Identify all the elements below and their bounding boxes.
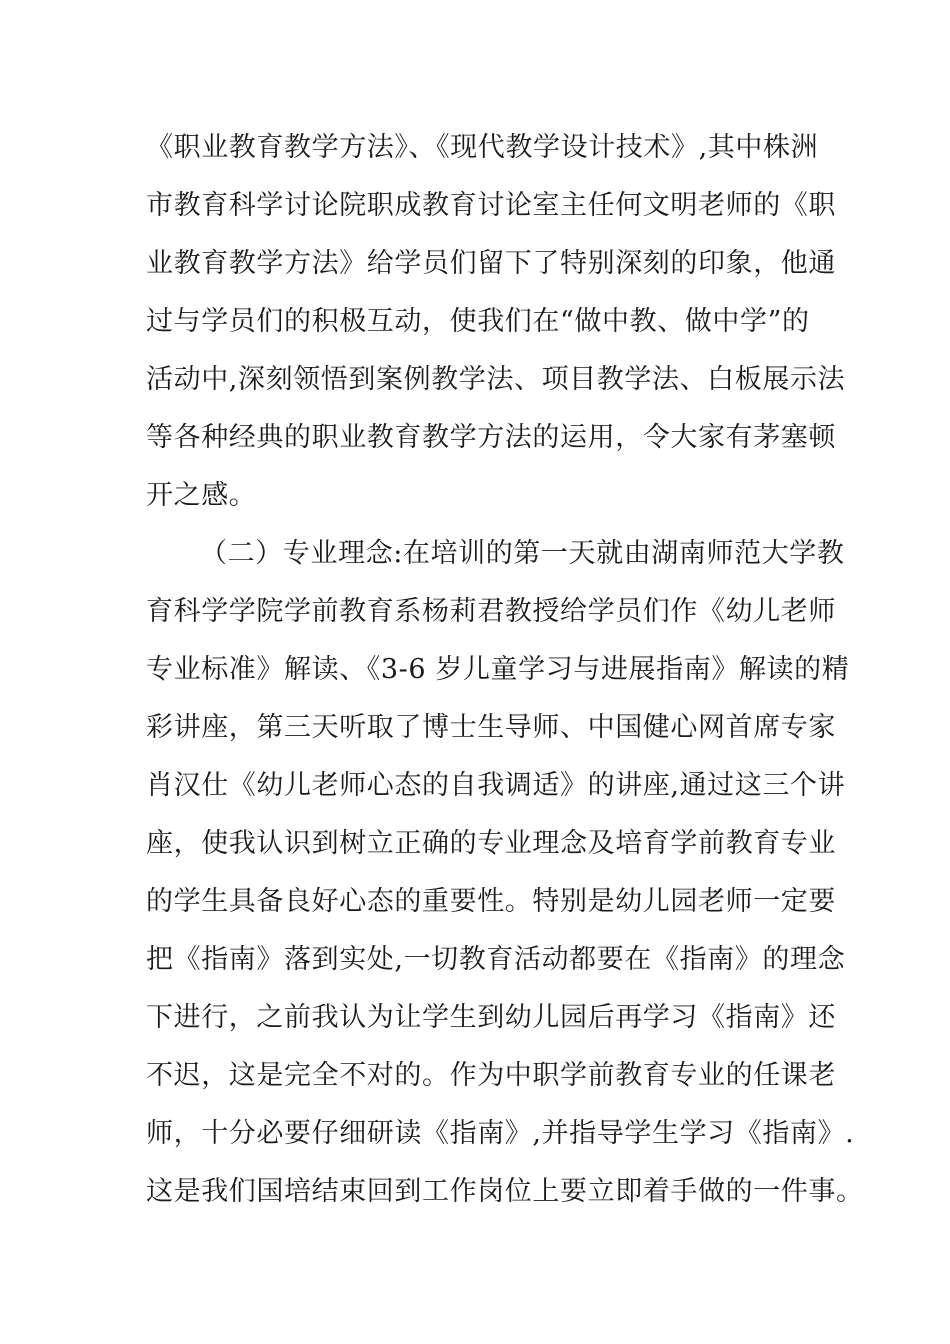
- text-line-11: 彩讲座，第三天听取了博士生导师、中国健心网首席专家: [146, 712, 836, 743]
- text-line-6: 等各种经典的职业教育教学方法的运用，令大家有茅塞顿: [146, 422, 836, 453]
- text-line-16: 下进行，之前我认为让学生到幼儿园后再学习《指南》还: [146, 1002, 836, 1033]
- text-line-7: 开之感。: [146, 480, 257, 511]
- text-line-3: 业教育教学方法》给学员们留下了特别深刻的印象，他通: [146, 248, 836, 279]
- text-line-1: 《职业教育教学方法》、《现代教学设计技术》,其中株洲: [146, 132, 819, 163]
- text-line-15: 把《指南》落到实处,一切教育活动都要在《指南》的理念: [146, 944, 846, 975]
- text-line-10: 专业标准》解读、《3-6 岁儿童学习与进展指南》解读的精: [146, 654, 850, 685]
- text-line-13: 座，使我认识到树立正确的专业理念及培育学前教育专业: [146, 828, 836, 859]
- text-line-19: 这是我们国培结束回到工作岗位上要立即着手做的一件事。: [146, 1176, 864, 1207]
- paragraph-2-first-line: （二）专业理念:在培训的第一天就由湖南师范大学教: [200, 538, 845, 569]
- text-line-14: 的学生具备良好心态的重要性。特别是幼儿园老师一定要: [146, 886, 836, 917]
- text-line-18: 师，十分必要仔细研读《指南》,并指导学生学习《指南》.: [146, 1118, 855, 1149]
- text-line-17: 不迟，这是完全不对的。作为中职学前教育专业的任课老: [146, 1060, 836, 1091]
- text-line-9: 育科学学院学前教育系杨莉君教授给学员们作《幼儿老师: [146, 596, 836, 627]
- text-line-12: 肖汉仕《幼儿老师心态的自我调适》的讲座,通过这三个讲: [146, 770, 846, 801]
- text-line-2: 市教育科学讨论院职成教育讨论室主任何文明老师的《职: [146, 190, 836, 221]
- text-line-4: 过与学员们的积极互动，使我们在“做中教、做中学”的: [146, 306, 810, 337]
- text-line-5: 活动中,深刻领悟到案例教学法、项目教学法、白板展示法: [146, 364, 846, 395]
